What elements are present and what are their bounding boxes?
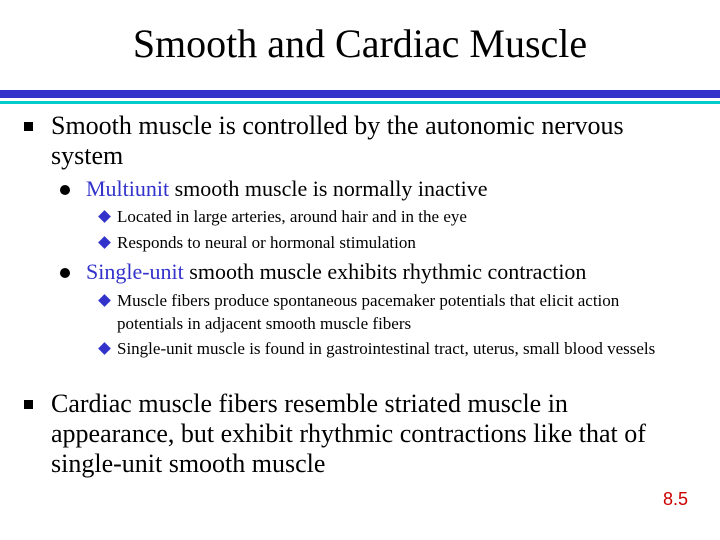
bullet-cardiac-muscle (24, 389, 684, 479)
bullet-text: Cardiac muscle fibers resemble striated muscle in appearance, but exhibit rhythmic contractions like that of single-unit smooth muscle (51, 389, 646, 478)
sub-bullet-text: Single-unit muscle is found in gastrointestinal tract, uterus, small blood vessels (117, 339, 656, 358)
sub-bullet-text: Muscle fibers produce spontaneous pacemaker potentials that elicit action potentials in adjacent smooth muscle fibers (117, 291, 620, 333)
sub-bullet-location-single-unit (100, 337, 690, 360)
bullet-single-unit (60, 259, 680, 285)
sub-bullet-stimulation (100, 231, 690, 254)
highlight-term: Multiunit (86, 176, 170, 201)
sub-bullet-text: Responds to neural or hormonal stimulation (117, 233, 416, 252)
diamond-bullet-icon (98, 236, 111, 249)
round-bullet-icon (60, 268, 70, 278)
highlight-term: Single-unit (86, 259, 184, 284)
square-bullet-icon (24, 400, 33, 409)
sub-bullet-location (100, 205, 690, 228)
diamond-bullet-icon (98, 210, 111, 223)
bullet-smooth-muscle (24, 111, 684, 171)
bullet-text (86, 176, 487, 202)
sub-bullet-text: Located in large arteries, around hair and in the eye (117, 207, 467, 226)
bullet-multiunit (60, 176, 680, 202)
bullet-text (86, 259, 586, 285)
slide-title: Smooth and Cardiac Muscle (132, 21, 588, 66)
bullet-text: Smooth muscle is controlled by the autonomic nervous system (51, 111, 624, 170)
title-divider-thin (0, 101, 720, 104)
sub-bullet-pacemaker (100, 289, 690, 335)
page-number: 8.5 (662, 489, 688, 509)
round-bullet-icon (60, 185, 70, 195)
diamond-bullet-icon (98, 294, 111, 307)
diamond-bullet-icon (98, 342, 111, 355)
square-bullet-icon (24, 122, 33, 131)
title-divider-thick (0, 90, 720, 98)
bullet-text-rest: smooth muscle is normally inactive (169, 176, 488, 201)
bullet-text-rest: smooth muscle exhibits rhythmic contraction (183, 259, 587, 284)
